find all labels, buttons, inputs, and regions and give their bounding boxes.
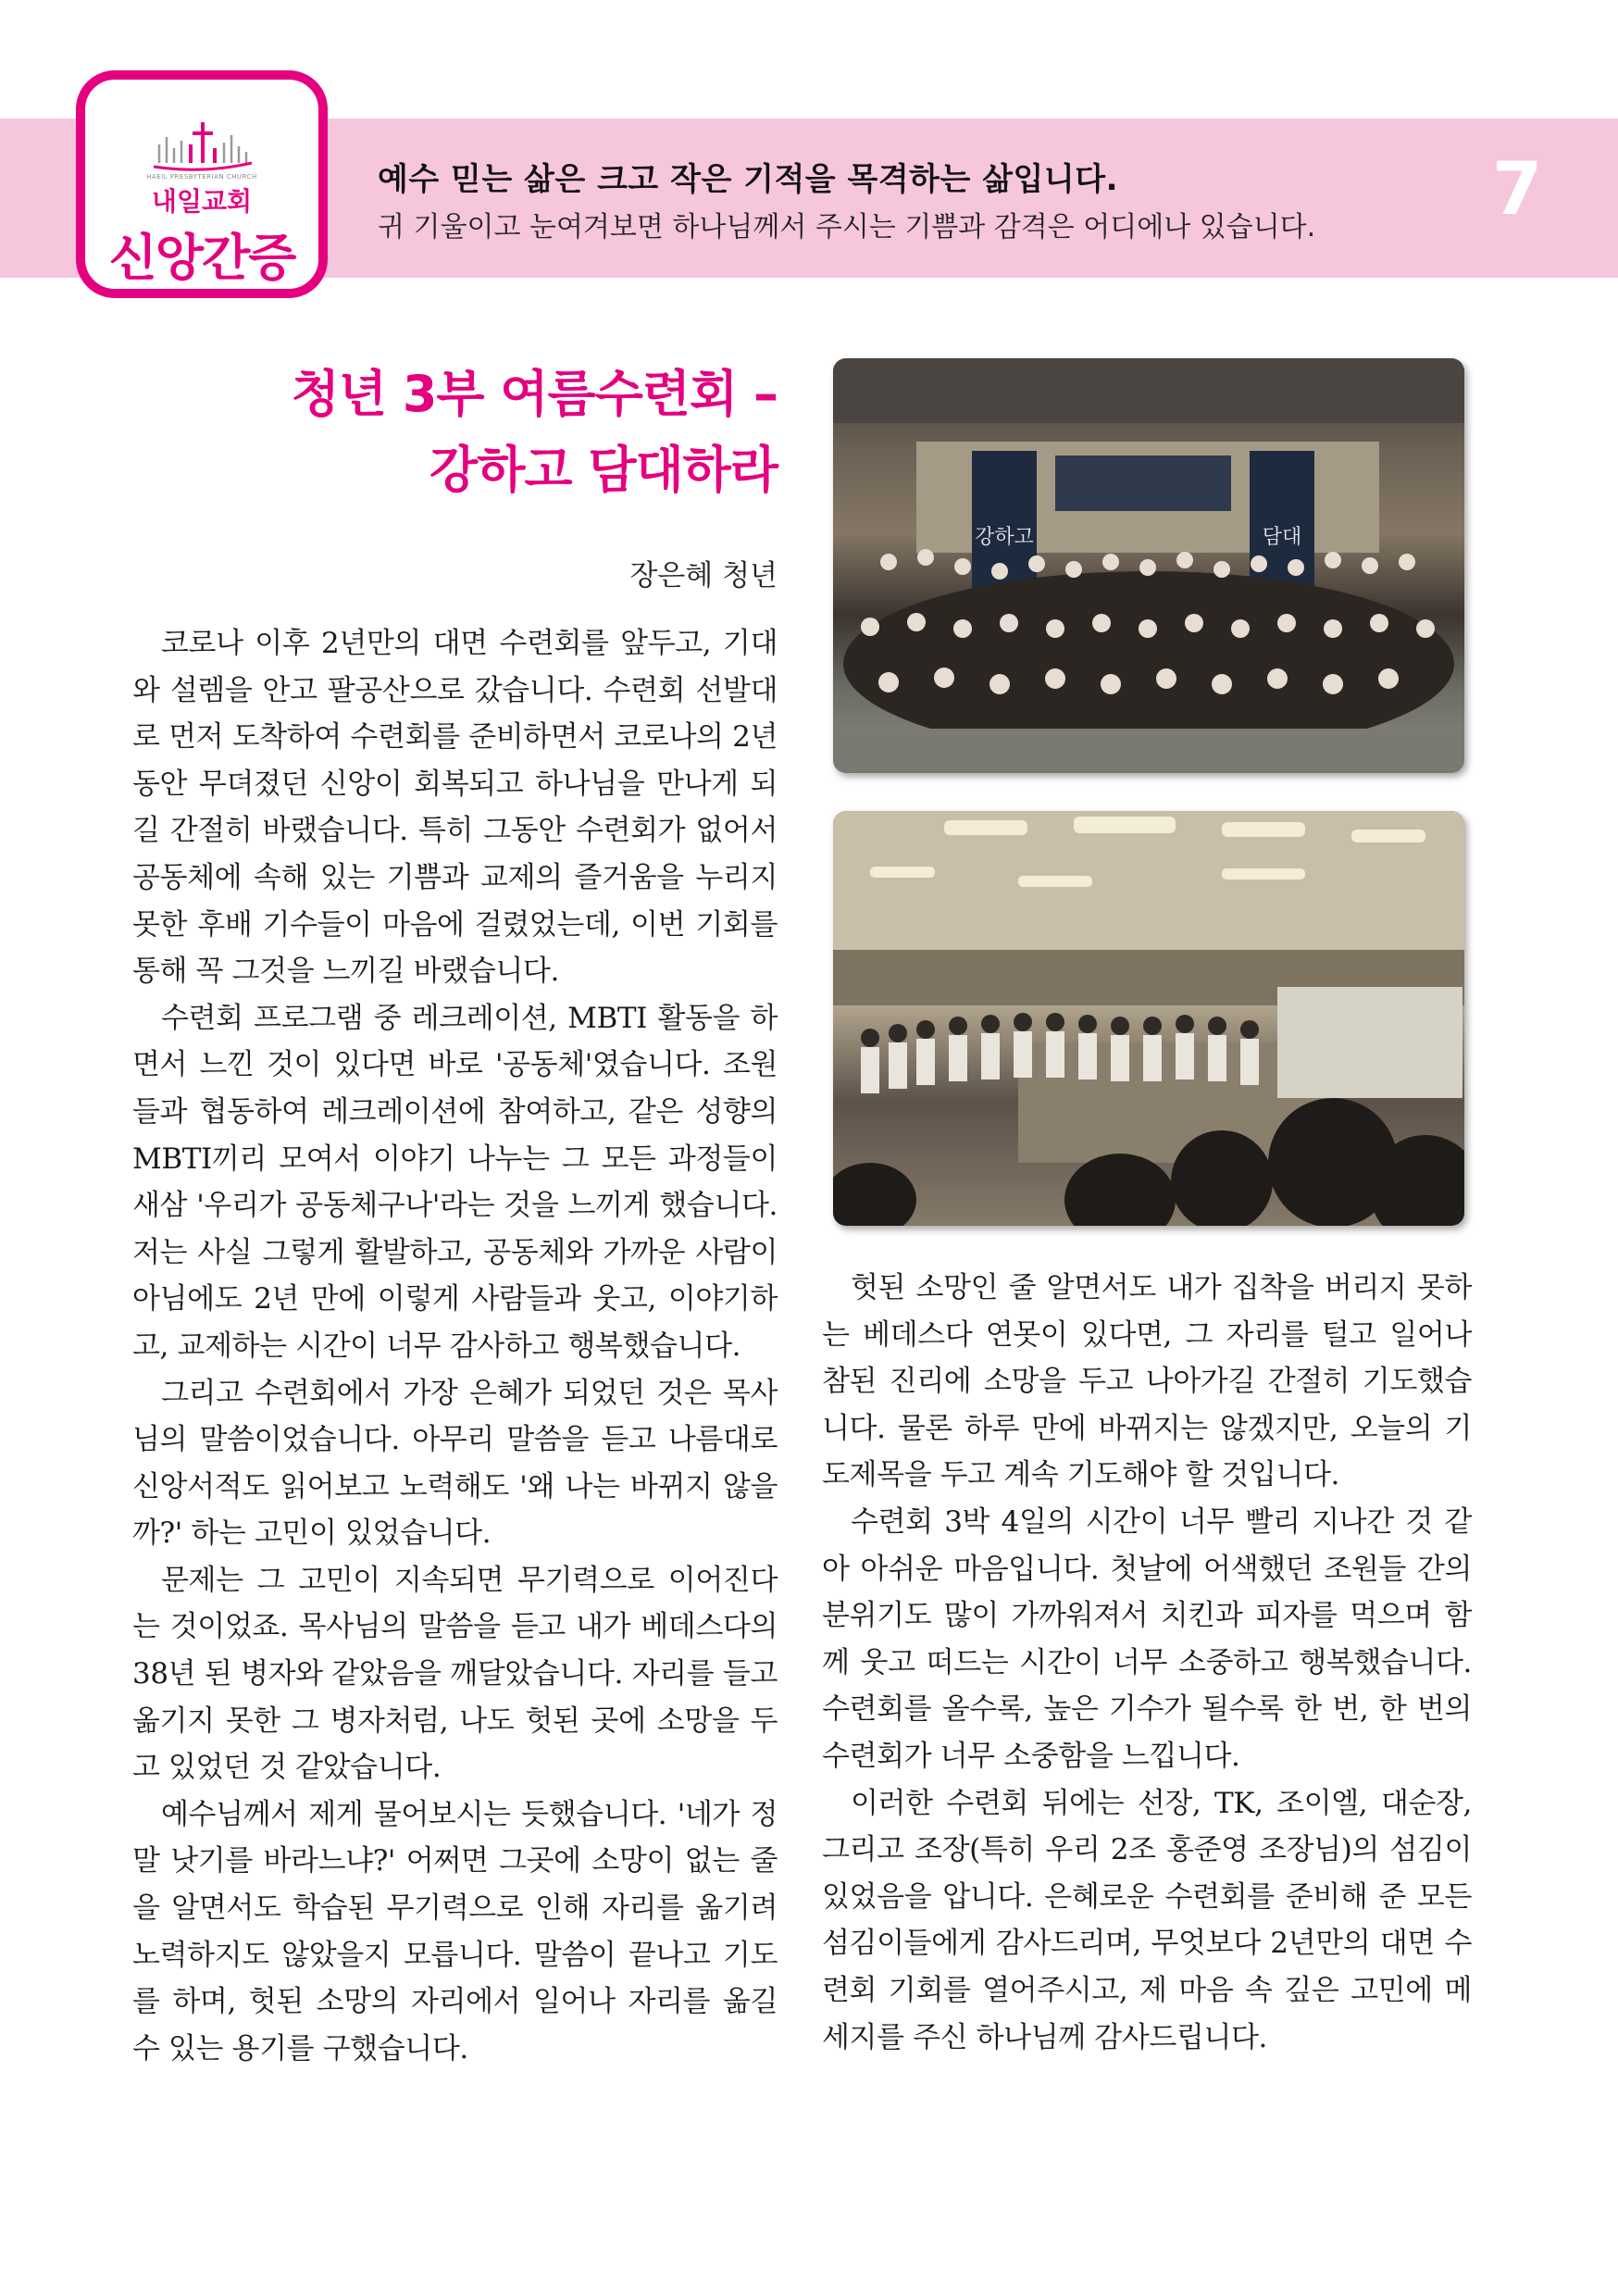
header-subline: 귀 기울이고 눈여겨보면 하나님께서 주시는 기쁨과 감격은 어디에나 있습니다. <box>378 211 1316 243</box>
group-photo-scene <box>833 358 1464 773</box>
article-title-line2: 강하고 담대하라 <box>429 441 778 499</box>
article-author: 장은혜 청년 <box>629 559 778 593</box>
paragraph: 수련회 프로그램 중 레크레이션, MBTI 활동을 하면서 느낀 것이 있다면 바로 '공동체'였습니다. 조원들과 협동하여 레크레이션에 참여하고, 같은 성향의 MBTI끼리 모여서 이야기 나누는 그 모든 과정들이 새삼 '우리가 공동체구나'라는 것을 느끼게 했습니다. 저는 사실 그렇게 활발하고, 공동체와 가까운 사람이 아님에도 2년 만에 이렇게 사람들과 웃고, 이야기하고, 교제하는 시간이 너무 감사하고 행복했습니다. <box>132 1001 778 1363</box>
paragraph: 수련회 3박 4일의 시간이 너무 빨리 지나간 것 같아 아쉬운 마음입니다. 첫날에 어색했던 조원들 간의 분위기도 많이 가까워져서 치킨과 피자를 먹으며 함께 웃고 떠드는 시간이 너무 소중하고 행복했습니다. 수련회를 올수록, 높은 기수가 될수록 한 번, 한 번의 수련회가 너무 소중함을 느낍니다. <box>822 1504 1472 1773</box>
recreation-photo <box>833 811 1464 1226</box>
page-number: 7 <box>1492 148 1543 231</box>
church-name: 내일교회 <box>151 186 253 217</box>
group-photo <box>833 358 1464 773</box>
header-headline: 예수 믿는 삶은 크고 작은 기적을 목격하는 삶입니다. <box>378 161 1118 198</box>
article-left-column <box>132 620 778 2072</box>
paragraph: 이러한 수련회 뒤에는 선장, TK, 조이엘, 대순장, 그리고 조장(특히 우리 2조 홍준영 조장님)의 섬김이 있었음을 압니다. 은혜로운 수련회를 준비해 준 모든 섬김이들에게 감사드리며, 무엇보다 2년만의 대면 수련회 기회를 열어주시고, 제 마음 속 깊은 고민에 메세지를 주신 하나님께 감사드립니다. <box>822 1786 1472 2054</box>
paragraph: 예수님께서 제게 물어보시는 듯했습니다. '네가 정말 낫기를 바라느냐?' 어쩌면 그곳에 소망이 없는 줄을 알면서도 학습된 무기력으로 인해 자리를 옮기려 노력하지도 않았을지 모릅니다. 말씀이 끝나고 기도를 하며, 헛된 소망의 자리에서 일어나 자리를 옮길 수 있는 용기를 구했습니다. <box>132 1797 778 2065</box>
recreation-photo-scene <box>833 811 1464 1226</box>
banner-left-text: 강하고 <box>975 526 1034 549</box>
banner-right-text: 담대 <box>1262 526 1302 549</box>
paragraph: 헛된 소망인 줄 알면서도 내가 집착을 버리지 못하는 베데스다 연못이 있다면, 그 자리를 털고 일어나 참된 진리에 소망을 두고 나아가길 간절히 기도했습니다. 물론 하루 만에 바뀌지는 않겠지만, 오늘의 기도제목을 두고 계속 기도해야 할 것입니다. <box>822 1271 1472 1492</box>
paragraph: 그리고 수련회에서 가장 은혜가 되었던 것은 목사님의 말씀이었습니다. 아무리 말씀을 듣고 나름대로 신앙서적도 읽어보고 노력해도 '왜 나는 바뀌지 않을까?' 하는 고민이 있었습니다. <box>132 1376 778 1551</box>
paragraph: 코로나 이후 2년만의 대면 수련회를 앞두고, 기대와 설렘을 안고 팔공산으로 갔습니다. 수련회 선발대로 먼저 도착하여 수련회를 준비하면서 코로나의 2년 동안 무뎌졌던 신앙이 회복되고 하나님을 만나게 되길 간절히 바랬습니다. 특히 그동안 수련회가 없어서 공동체에 속해 있는 기쁨과 교제의 즐거움을 누리지 못한 후배 기수들이 마음에 걸렸었는데, 이번 기회를 통해 꼭 그것을 느끼길 바랬습니다. <box>132 627 778 989</box>
church-subtitle: HAEIL PRESBYTERIAN CHURCH <box>146 173 257 181</box>
section-title: 신앙간증 <box>108 229 295 287</box>
church-logo <box>76 70 328 298</box>
paragraph: 문제는 그 고민이 지속되면 무기력으로 이어진다는 것이었죠. 목사님의 말씀을 듣고 내가 베데스다의 38년 된 병자와 같았음을 깨달았습니다. 자리를 들고 옮기지 못한 그 병자처럼, 나도 헛된 곳에 소망을 두고 있었던 것 같았습니다. <box>132 1563 778 1785</box>
church-skyline-icon <box>152 117 254 172</box>
article-title-line1: 청년 3부 여름수련회 – <box>291 365 778 423</box>
article-right-column <box>822 1265 1472 2061</box>
article-title <box>139 356 778 508</box>
